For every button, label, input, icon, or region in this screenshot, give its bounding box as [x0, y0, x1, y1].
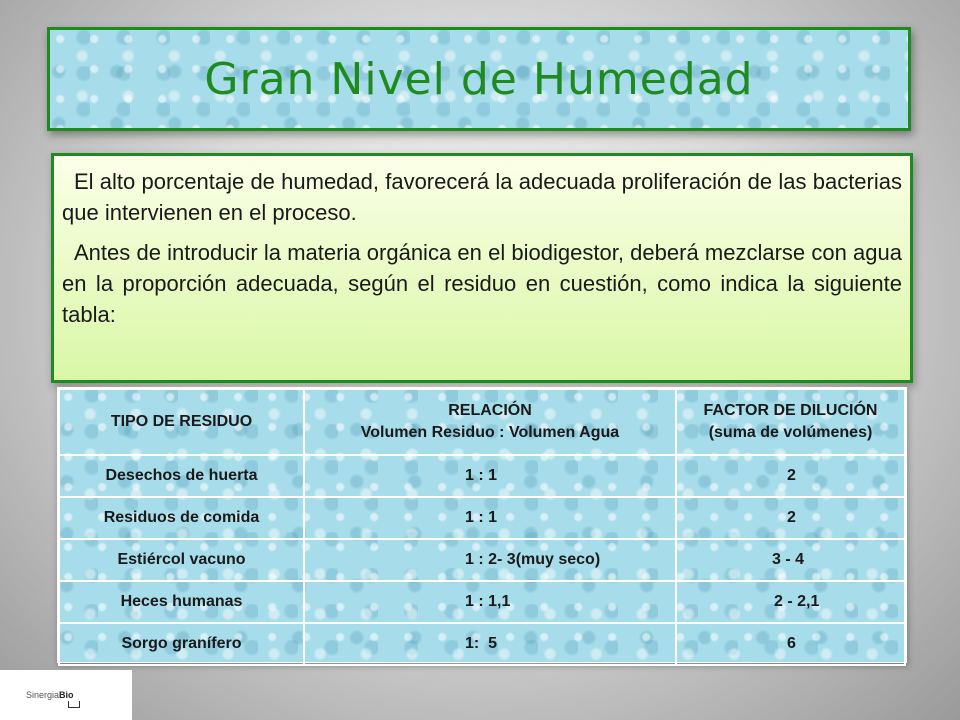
- table-row: [59, 623, 905, 665]
- cell-tipo: Estiércol vacuno: [59, 539, 304, 581]
- logo-prefix: Sinergia: [26, 690, 60, 700]
- cell-factor: 2: [676, 497, 905, 539]
- sinergia-bio-logo: [26, 690, 74, 700]
- slide-title: Gran Nivel de Humedad: [204, 53, 754, 105]
- cell-factor: 3 - 4: [676, 539, 905, 581]
- table-row: [59, 497, 905, 539]
- cell-relacion: 1: 5: [304, 623, 676, 665]
- table-row: [59, 455, 905, 497]
- table-header-row: [59, 389, 905, 455]
- paragraph-1: El alto porcentaje de humedad, favorecerá la adecuada proliferación de las bacterias que intervienen en el proceso.: [62, 169, 902, 225]
- header-relacion-label: RELACIÓN: [448, 402, 532, 419]
- header-factor-label: FACTOR DE DILUCIÓN: [703, 402, 878, 419]
- logo-mark-icon: [68, 701, 80, 708]
- dilution-table: [57, 387, 907, 663]
- header-tipo: [59, 389, 304, 455]
- header-relacion-sub: Volumen Residuo : Volumen Agua: [360, 424, 620, 441]
- table-row: [59, 581, 905, 623]
- cell-tipo: Residuos de comida: [59, 497, 304, 539]
- cell-relacion: 1 : 1: [304, 455, 676, 497]
- cell-factor: 6: [676, 623, 905, 665]
- cell-relacion: 1 : 1: [304, 497, 676, 539]
- header-factor: [676, 389, 905, 455]
- cell-relacion: 1 : 2- 3(muy seco): [304, 539, 676, 581]
- cell-factor: 2 - 2,1: [676, 581, 905, 623]
- header-relacion: [304, 389, 676, 455]
- text-panel: [51, 153, 913, 383]
- paragraph-2: Antes de introducir la materia orgánica en el biodigestor, deberá mezclarse con agua en la proporción adecuada, según el residuo en cuestión, como indica la siguiente tabla:: [62, 240, 902, 327]
- cell-tipo: Heces humanas: [59, 581, 304, 623]
- cell-relacion: 1 : 1,1: [304, 581, 676, 623]
- table-row: [59, 539, 905, 581]
- header-tipo-label: TIPO DE RESIDUO: [110, 413, 253, 430]
- title-banner: [47, 27, 911, 131]
- cell-tipo: Desechos de huerta: [59, 455, 304, 497]
- cell-tipo: Sorgo granífero: [59, 623, 304, 665]
- logo-brand: Bio: [59, 690, 74, 700]
- header-factor-sub: (suma de volúmenes): [708, 424, 873, 441]
- cell-factor: 2: [676, 455, 905, 497]
- logo-area: [0, 670, 132, 720]
